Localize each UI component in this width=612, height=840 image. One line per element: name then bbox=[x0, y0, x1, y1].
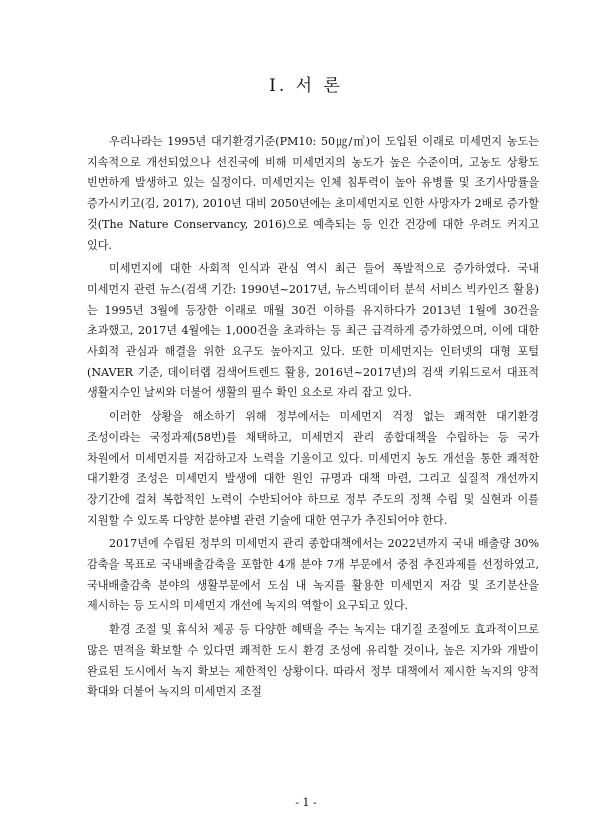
paragraph-5: 환경 조절 및 휴식처 제공 등 다양한 혜택을 주는 녹지는 대기질 조절에도 효과적이므로 많은 면적을 확보할 수 있다면 쾌적한 도시 환경 조성에 유리할 것이나, 높은 지가와 개발이 완료된 도시에서 녹지 확보는 제한적인 상황이다. 따라서 정부 대책에서 제시한 녹지의 양적 확대와 더불어 녹지의 미세먼지 조절 bbox=[87, 623, 539, 699]
section-title: Ⅰ. 서 론 bbox=[269, 76, 343, 96]
paragraph-3: 이러한 상황을 해소하기 위해 정부에서는 미세먼지 걱정 없는 쾌적한 대기환경 조성이라는 국정과제(58번)를 채택하고, 미세먼지 관리 종합대책을 수립하는 등 국가 차원에서 미세먼지를 저감하고자 노력을 기울이고 있다. 미세먼지 농도 개선을 통한 쾌적한 대기환경 조성은 미세먼지 발생에 대한 원인 규명과 대책 마련, 그리고 실질적 개선까지 장기간에 걸쳐 복합적인 노력이 수반되어야 하므로 정부 주도의 정책 수립 및 실현과 이를 지원할 수 있도록 다양한 분야별 관련 기술에 대한 연구가 추진되어야 한다. bbox=[87, 410, 539, 527]
page-number: - 1 - bbox=[295, 796, 317, 809]
paragraph-4: 2017년에 수립된 정부의 미세먼지 관리 종합대책에서는 2022년까지 국내 배출량 30% 감축을 목표로 국내배출감축을 포함한 4개 분야 7개 부문에서 중점 추진과제를 선정하였고, 국내배출감축 분야의 생활부문에서 도심 내 녹지를 활용한 미세먼지 저감 및 조기분산을 제시하는 등 도시의 미세먼지 개선에 녹지의 역할이 요구되고 있다. bbox=[87, 537, 539, 613]
paragraph-1: 우리나라는 1995년 대기환경기준(PM10: 50㎍/㎥)이 도입된 이래로 미세먼지 농도는 지속적으로 개선되었으나 선진국에 비해 미세먼지의 농도가 높은 수준이며, 고농도 상황도 빈번하게 발생하고 있는 실정이다. 미세먼지는 인체 침투력이 높아 유병률 및 조기사망률을 증가시키고(김, 2017), 2010년 대비 2050년에는 초미세먼지로 인한 사망자가 2배로 증가할 것(The Nature Conservancy, 2016)으로 예측되는 등 인간 건강에 대한 우려도 커지고 있다. bbox=[87, 135, 539, 252]
paragraph-2: 미세먼지에 대한 사회적 인식과 관심 역시 최근 들어 폭발적으로 증가하였다. 국내 미세먼지 관련 뉴스(검색 기간: 1990년~2017년, 뉴스빅데이터 분석 서비스 빅카인즈 활용)는 1995년 3월에 등장한 이래로 매월 30건 이하를 유지하다가 2013년 1월에 30건을 초과했고, 2017년 4월에는 1,000건을 초과하는 등 최근 급격하게 증가하였으며, 이에 대한 사회적 관심과 해결을 위한 요구도 높아지고 있다. 또한 미세먼지는 인터넷의 대형 포털(NAVER 기준, 데이터랩 검색어트렌드 활용, 2016년~2017년)의 검색 키워드로서 대표적 생활지수인 날씨와 더불어 생활의 필수 확인 요소로 자리 잡고 있다. bbox=[87, 262, 539, 400]
body-text bbox=[87, 132, 539, 706]
